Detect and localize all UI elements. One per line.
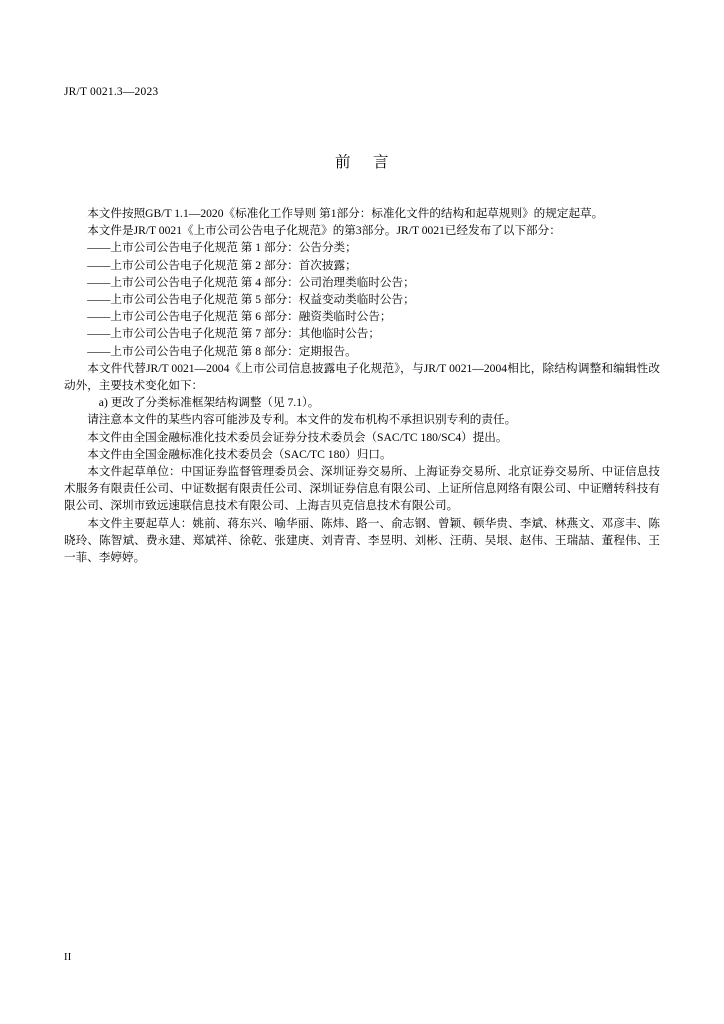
drafting-units-label: 本文件起草单位： bbox=[87, 465, 181, 479]
paragraph-scope-reference: 本文件按照GB/T 1.1—2020《标准化工作导则 第1部分：标准化文件的结构和起草规则》的规定起草。 bbox=[87, 207, 604, 220]
paragraph-drafters bbox=[64, 515, 660, 567]
page-header-standard-code: JR/T 0021.3—2023 bbox=[64, 86, 159, 98]
list-item: ——上市公司公告电子化规范 第 7 部分：其他临时公告； bbox=[87, 327, 380, 341]
page-title-left: 前 bbox=[334, 154, 351, 171]
page-number: II bbox=[64, 952, 72, 963]
paragraph-proposed-by: 本文件由全国金融标准化技术委员会证券分技术委员会（SAC/TC 180/SC4）提出。 bbox=[87, 430, 508, 444]
drafters-text: 姚前、蒋东兴、喻华丽、陈炜、路一、俞志钢、曾颖、顿华贵、李斌、林燕文、邓彦丰、陈晓玲、陈智斌、费永建、郑斌祥、徐乾、张建庚、刘青青、李昱明、刘彬、汪萌、吴垠、赵伟、王瑞喆、董程伟、王一菲、李婷婷。 bbox=[64, 516, 660, 565]
paragraph-patent-notice: 请注意本文件的某些内容可能涉及专利。本文件的发布机构不承担识别专利的责任。 bbox=[87, 413, 517, 427]
document-body bbox=[64, 205, 660, 566]
list-item: ——上市公司公告电子化规范 第 1 部分：公告分类； bbox=[87, 241, 357, 255]
list-item: ——上市公司公告电子化规范 第 4 部分：公司治理类临时公告； bbox=[87, 275, 415, 289]
list-item: ——上市公司公告电子化规范 第 8 部分：定期报告。 bbox=[87, 344, 357, 358]
list-item: ——上市公司公告电子化规范 第 2 部分：首次披露； bbox=[87, 258, 357, 272]
paragraph-drafting-units bbox=[64, 463, 660, 515]
paragraph-replaces-standard: 本文件代替JR/T 0021—2004《上市公司信息披露电子化规范》，与JR/T 0021—2004相比，除结构调整和编辑性改动外，主要技术变化如下： bbox=[64, 361, 660, 393]
page-title-right: 言 bbox=[373, 154, 390, 171]
drafters-label: 本文件主要起草人： bbox=[87, 516, 193, 530]
paragraph-part-of-series: 本文件是JR/T 0021《上市公司公告电子化规范》的第3部分。JR/T 0021已经发布了以下部分： bbox=[87, 224, 561, 238]
list-item: ——上市公司公告电子化规范 第 5 部分：权益变动类临时公告； bbox=[87, 293, 415, 307]
change-item: a) 更改了分类标准框架结构调整（见 7.1）。 bbox=[98, 396, 320, 410]
drafting-units-text: 中国证券监督管理委员会、深圳证券交易所、上海证券交易所、北京证券交易所、中证信息技术服务有限责任公司、中证数据有限责任公司、深圳证券信息有限公司、上证所信息网络有限公司、中证赠转科技有限公司、深圳市致远速联信息技术有限公司、上海吉贝克信息技术有限公司。 bbox=[64, 465, 660, 513]
list-item: ——上市公司公告电子化规范 第 6 部分：融资类临时公告； bbox=[87, 310, 392, 324]
page-title bbox=[0, 150, 724, 172]
paragraph-administered-by: 本文件由全国金融标准化技术委员会（SAC/TC 180）归口。 bbox=[87, 447, 392, 461]
